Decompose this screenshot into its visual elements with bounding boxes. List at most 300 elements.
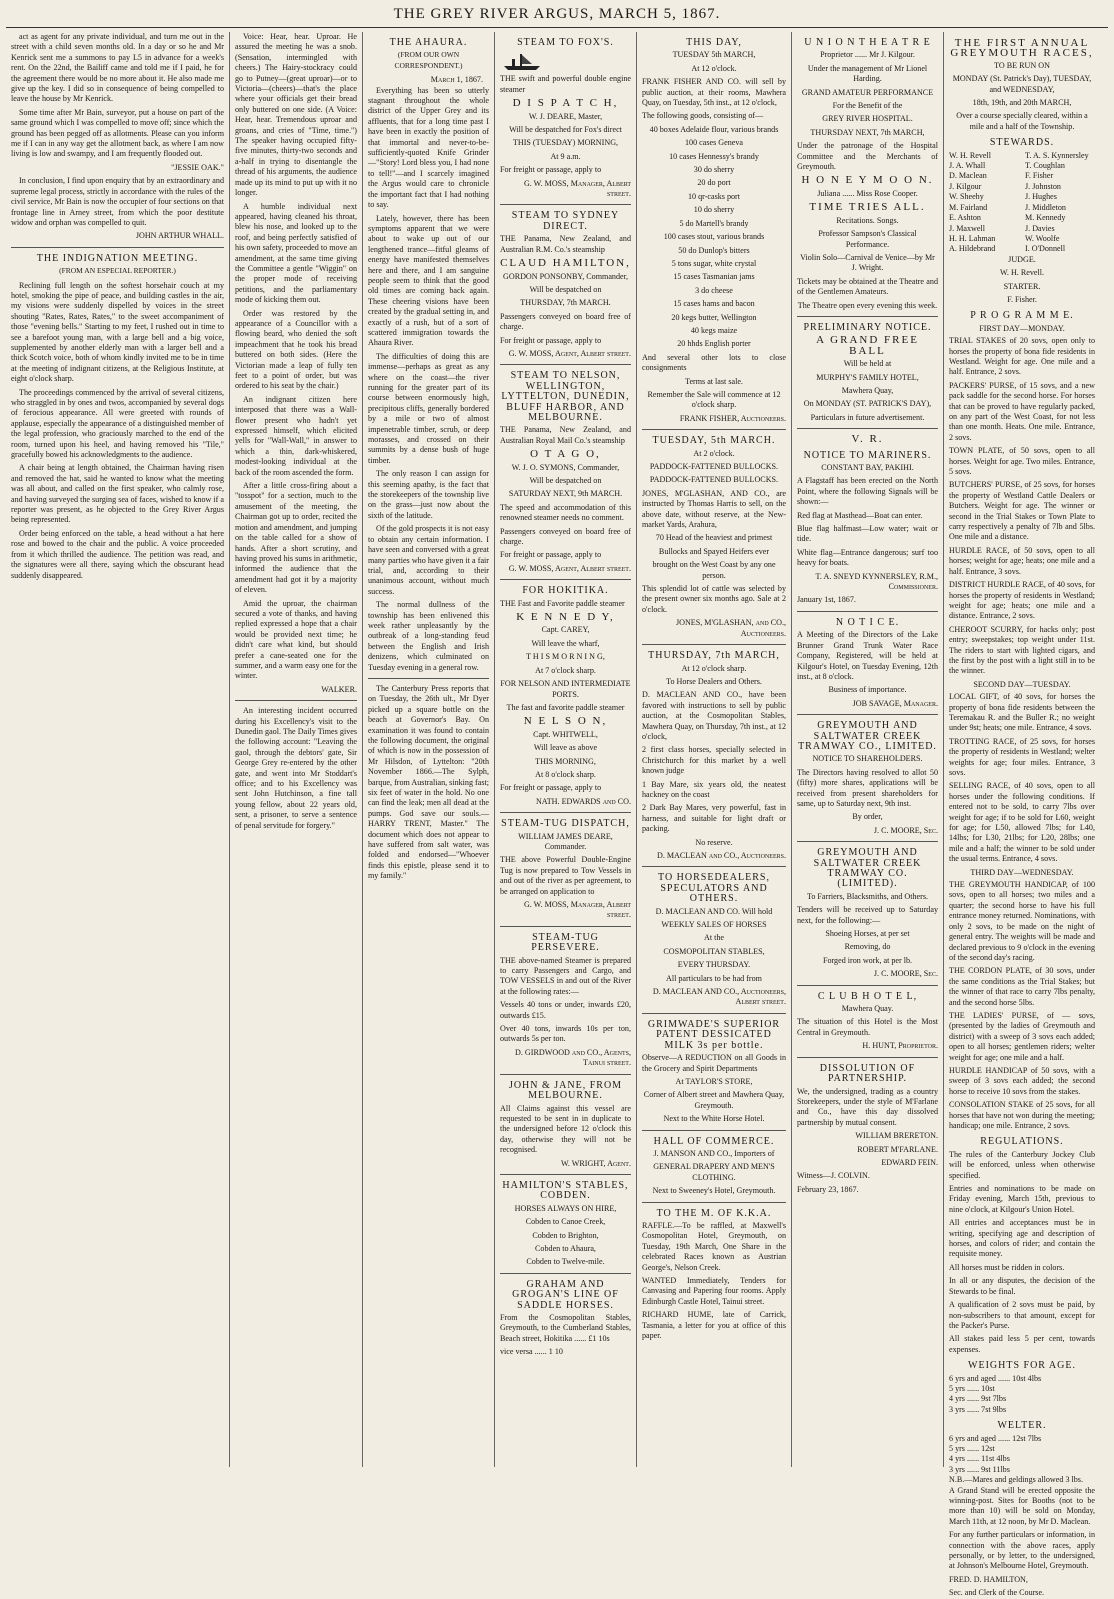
divider <box>642 866 786 867</box>
races-line: TO BE RUN ON <box>994 60 1050 70</box>
stewards-item: J. Maxwell <box>949 223 985 233</box>
ad-title: N O T I C E. <box>835 616 900 628</box>
ad-line: THIS MORNING, <box>535 756 596 766</box>
regulations-list <box>949 1150 1095 1355</box>
ad-line: brought on the West Coast by any one person. <box>652 560 776 580</box>
ad-line: For the Benefit of the <box>832 101 903 111</box>
ad-line: JONES, M'GLASHAN, and CO., Auctioneers. <box>675 618 786 638</box>
ad-line: At 12 o'clock sharp. <box>681 663 747 673</box>
ad-line: The Directors having resolved to allot 50 (fifty) more shares, applications will be received from present shareholders for same, up to Saturday next, 9th inst. <box>797 767 938 808</box>
day1-item: PACKERS' PURSE, of 15 sovs, and a new pack saddle for the second horse. For horses that can be proved to have regularly packed, on any part of the West Coast, for not less than one month. Heats. One mile. Entrance, 2 sovs. <box>949 380 1095 442</box>
ad-line: Business of importance. <box>828 685 907 695</box>
ad-line: Shoeing Horses, at per set <box>825 929 910 939</box>
ad-line: At 9 a.m. <box>550 151 581 161</box>
ad-line: By order, <box>852 812 883 822</box>
welter-item: N.B.—Mares and geldings allowed 3 lbs. <box>949 1475 1083 1485</box>
ad-line: H. HUNT, Proprietor. <box>862 1041 938 1051</box>
weights-list <box>949 1374 1095 1416</box>
divider <box>797 611 938 612</box>
ad-line: 20 hhds English porter <box>677 339 751 349</box>
ad-line: For freight or passage, apply to <box>500 165 602 175</box>
ad-line: Recitations. Songs. <box>836 215 899 225</box>
ad-line: NATH. EDWARDS and CO. <box>535 796 631 806</box>
ad-line: The speed and accommodation of this renowned steamer needs no comment. <box>500 502 631 523</box>
ad-line: Vessels 40 tons or under, inwards £20, outwards £15. <box>500 1000 631 1020</box>
stewards-item: W. Sheehy <box>949 192 984 202</box>
ad-line: Witness—J. COLVIN. <box>797 1171 870 1181</box>
ad-line: J. C. MOORE, Sec. <box>873 969 938 979</box>
ad-line: D. MACLEAN AND CO. Will hold <box>655 906 773 916</box>
ad-line: At the <box>703 933 724 943</box>
ad-line: 40 boxes Adelaide flour, various brands <box>649 124 779 134</box>
ad-title: THIS DAY, <box>686 37 742 48</box>
ad-title: THURSDAY, 7th MARCH, <box>648 650 780 662</box>
article-paragraph: After a little cross-firing about a "tosspot" for a section, much to the amusement of the meeting, the Chairman got up to order, recited the motion and amendment, and jumping on the table called for a show of hands. After a short scrutiny, and having proved his sums in arithmetic, informed the audience that the amendment had got it by a majority of eleven. <box>235 481 357 595</box>
ad-line: Proprietor ...... Mr J. Kilgour. <box>820 50 915 60</box>
letter-signature: JOHN ARTHUR WHALL. <box>135 231 224 241</box>
weights-item: 3 yrs ...... 7st 9lbs <box>949 1404 1007 1414</box>
article-paragraph: The only reason I can assign for this seeming apathy, is the fact that the storekeepers of the township live on the grass—just now about the sixth of the latitude. <box>368 469 489 520</box>
ad-line: Cobden to Canoe Creek, <box>525 1217 606 1227</box>
ad-line: At 8 o'clock sharp. <box>535 769 596 779</box>
ad-title: FOR HOKITIKA. <box>522 585 609 597</box>
ad-title: GREYMOUTH AND SALTWATER CREEK TRAMWAY CO., LIMITED. <box>798 720 937 752</box>
column-7 <box>943 32 1100 1598</box>
ad-title: U N I O N T H E A T R E <box>804 37 931 48</box>
letter-paragraph: In conclusion, I find upon enquiry that by an extraordinary and supreme legal process, strictly in accordance with the rules of the civil service, Mr Bain is now the occupier of four sections on that frontage line in Arney street, from which the poor destitute widow and orphan was compelled to quit. <box>11 176 224 227</box>
ad-title: PRELIMINARY NOTICE. <box>803 321 932 333</box>
masthead: THE GREY RIVER ARGUS, MARCH 5, 1867. <box>393 6 721 22</box>
ad-line: 10 cases Hennessy's brandy <box>669 151 759 161</box>
ad-line: Passengers conveyed on board free of charge. <box>500 311 631 332</box>
stewards-item: F. Fisher <box>1025 171 1054 181</box>
ad-line: To Farriers, Blacksmiths, and Others. <box>806 891 929 901</box>
day2-events <box>949 692 1095 865</box>
column-3 <box>362 32 494 1467</box>
ad-weekly-sales <box>642 873 786 1007</box>
ad-line: Cobden to Twelve-mile. <box>526 1257 605 1267</box>
ad-line: COSMOPOLITAN STABLES, <box>663 946 765 956</box>
stewards-item: D. Maclean <box>949 171 987 181</box>
stewards-item: H. H. Lahman <box>949 233 996 243</box>
ad-line: HORSES ALWAYS ON HIRE, <box>514 1203 617 1213</box>
columns <box>6 32 1108 1598</box>
ad-line: Professor Sampson's Classical Performance. <box>818 229 917 249</box>
divider <box>642 429 786 430</box>
ad-line: vice versa ...... 1 10 <box>500 1347 563 1357</box>
ad-line: 10 do sherry <box>693 205 735 215</box>
weights-item: 4 yrs ...... 9st 7lbs <box>949 1394 1007 1404</box>
ad-line: GORDON PONSONBY, Commander, <box>503 271 628 281</box>
ad-maclean-horses <box>642 651 786 861</box>
welter-item: 4 yrs ...... 11st 4lbs <box>949 1454 1010 1464</box>
ad-line: W. WRIGHT, Agent. <box>560 1158 631 1168</box>
ad-line: WEEKLY SALES OF HORSES <box>661 920 767 930</box>
article-title: THE INDIGNATION MEETING. <box>36 252 199 264</box>
ad-line: EDWARD FEIN. <box>881 1157 938 1167</box>
ad-steam-sydney <box>500 211 631 359</box>
stewards-item: J. Davies <box>1025 223 1055 233</box>
ad-line: W. J. DEARE, Master, <box>528 111 603 121</box>
ad-line: From the Cosmopolitan Stables, Greymouth, to the Cumberland Stables, Beach street, Hokitika ...... £1 10s <box>500 1313 631 1343</box>
ad-frank-fisher <box>642 38 786 424</box>
day3-events <box>949 880 1095 1131</box>
ad-line: THE Panama, New Zealand, and Australian Royal Mail Co.'s steamship <box>500 425 631 445</box>
programme-title: P R O G R A M M E. <box>970 310 1074 322</box>
ad-line: For freight or passage, apply to <box>500 783 602 793</box>
divider <box>797 1057 938 1058</box>
ad-line: Tenders will be received up to Saturday next, for the following:— <box>797 905 938 925</box>
ad-line: CONSTANT BAY, PAKIHI. <box>821 463 914 472</box>
ad-line: JOB SAVAGE, Manager. <box>852 698 938 708</box>
ad-line: N E L S O N, <box>523 715 608 728</box>
ad-line: The following goods, consisting of— <box>642 111 764 121</box>
article-subtitle: (FROM AN ESPECIAL REPORTER.) <box>59 266 176 276</box>
ship-icon <box>500 51 544 71</box>
ad-tug-dispatch <box>500 819 631 921</box>
day1-item: BUTCHERS' PURSE, of 25 sovs, for horses the property of Westland Cattle Dealers or Butchers. Weight for age. The winner or second in the Trial Stakes or Town Plate to carry respectively a penalty of 7lb and 5lbs. One mile and a distance. <box>949 480 1095 542</box>
day2-item: SELLING RACE, of 40 sovs, open to all horses under the following conditions. If entered not to be sold, to carry 7lbs over weight for age; if to be sold for L60, weight for age; for L50, allowed 7lbs; for L40, 14lbs; for L30, 21lbs; for L20, 28lbs; one mile and a half; the winner to be sold under the usual terms. Entrance, 4 sovs. <box>949 781 1095 864</box>
divider <box>797 985 938 986</box>
ad-title: GRIMWADE'S SUPERIOR PATENT DESSICATED MILK 3s per bottle. <box>647 1018 781 1051</box>
ad-line: For freight or passage, apply to <box>500 550 602 560</box>
ad-line: 15 cases Tasmanian jams <box>673 272 755 282</box>
stewards-item: I. O'Donnell <box>1025 244 1066 254</box>
ad-line: Under the management of Mr Lionel Harding. <box>807 63 928 84</box>
stewards-item: E. Ashton <box>949 213 981 223</box>
ad-line: 3 do cheese <box>695 285 733 295</box>
ad-line: Capt. CAREY, <box>541 625 590 635</box>
ad-line: 2 first class horses, specially selected in Christchurch for this market by a well known judge <box>642 745 786 776</box>
ad-line: 100 cases Geneva <box>685 138 743 148</box>
races-line: JUDGE. <box>1008 254 1036 264</box>
column-1 <box>6 32 229 1467</box>
ad-line: Juliana ...... Miss Rose Cooper. <box>817 188 918 198</box>
ad-graham-grogan <box>500 1280 631 1358</box>
ad-hokitika <box>500 586 631 807</box>
ad-line: RAFFLE.—To be raffled, at Maxwell's Cosmopolitan Hotel, Greymouth, on Tuesday, 19th March, One Share in the celebrated Races known as Austrian George's, Nelson Creek. <box>642 1220 786 1272</box>
ad-line: February 23, 1867. <box>797 1184 859 1194</box>
ad-title: DISSOLUTION OF PARTNERSHIP. <box>819 1062 916 1085</box>
ad-line: 5 do Martell's brandy <box>679 218 749 228</box>
welter-list <box>949 1434 1095 1486</box>
ad-line: Red flag at Masthead—Boat can enter. <box>797 510 923 520</box>
ad-line: THURSDAY, 7th MARCH. <box>520 298 611 308</box>
ad-line: CLAUD HAMILTON, <box>500 257 631 270</box>
masthead-rule <box>6 27 1108 28</box>
ad-line: O T A G O, <box>530 448 601 461</box>
article-paragraph: The difficulties of doing this are immense—perhaps as great as any where on the coast—the river running for the greater part of its course between enormously high, precipitous cliffs, generally bordered by a mile or two of almost impenetrable timber, scrub, or deep morasses, and crossed on their summits by a dense bush of huge timber. <box>368 351 489 465</box>
ad-line: Over 40 tons, inwards 10s per ton, outwards 5s per ton. <box>500 1024 631 1044</box>
ad-line: Cobden to Brighton, <box>532 1230 599 1240</box>
ad-line: At 7 o'clock sharp. <box>535 665 596 675</box>
divider <box>500 1074 631 1075</box>
ad-title: STEAM TO FOX'S. <box>517 37 614 48</box>
ad-steam-foxs <box>500 38 631 199</box>
divider <box>500 812 631 813</box>
regs-item: The rules of the Canterbury Jockey Club will be enforced, unless when otherwise specified. <box>949 1149 1095 1180</box>
ad-line: SATURDAY NEXT, 9th MARCH. <box>508 489 623 499</box>
ad-line: Will be held at <box>843 359 892 369</box>
column-4 <box>494 32 636 1467</box>
ad-line: JONES, M'GLASHAN, AND CO., are instructed by Thomas Harris to sell, on the above date, without reserve, at the New-market Yards, Arahura, <box>642 488 786 530</box>
ad-line: 1 Bay Mare, six years old, the neatest hackney on the coast <box>642 779 786 799</box>
ad-line: 15 cases hams and bacon <box>673 299 755 309</box>
ad-line: V. R. <box>851 433 884 446</box>
ad-line: K E N N E D Y, <box>516 611 615 624</box>
races-line: Over a course specially cleared, within a mile and a half of the Township. <box>956 111 1088 131</box>
ad-line: And several other lots to close consignments <box>642 352 786 373</box>
divider <box>500 204 631 205</box>
footer-item: For any further particulars or information, in connection with the above races, apply personally, or by letter, to the undersigned, at Johnson's Melbourne Hotel, Greymouth. <box>949 1530 1095 1571</box>
divider <box>642 1013 786 1014</box>
letter-paragraph: Some time after Mr Bain, surveyor, put a house on part of the same ground which I was compelled to move off; since which the ground has been pegged off as allotments. Please can you inform me if I can in any way get the allotment back, as where I am now living is low and swampy, and I am frequently flooded out. <box>11 107 224 159</box>
divider <box>797 714 938 715</box>
regs-item: All stakes paid less 5 per cent, towards expenses. <box>949 1334 1095 1354</box>
races-line: W. H. Revell. <box>1000 268 1044 278</box>
divider <box>797 841 938 842</box>
article-date: March 1, 1867. <box>430 75 483 85</box>
column-6 <box>791 32 943 1467</box>
ad-jones-mglashan <box>642 436 786 639</box>
ad-line: 20 kegs butter, Wellington <box>671 312 757 322</box>
ad-line: THURSDAY NEXT, 7th MARCH, <box>810 127 925 137</box>
ad-line: W. J. O. SYMONS, Commander, <box>511 462 620 472</box>
ad-line: Particulars in future advertisement. <box>810 412 925 422</box>
ad-line: Passengers conveyed on board free of charge. <box>500 526 631 547</box>
ad-line: THE Fast and Favorite paddle steamer <box>500 598 625 608</box>
ad-line: A GRAND FREE BALL <box>816 334 919 357</box>
ad-line: THE Panama, New Zealand, and Australian R.M. Co.'s steamship <box>500 234 631 254</box>
regs-item: All horses must be ridden in colors. <box>949 1262 1065 1272</box>
day1-item: TRIAL STAKES of 20 sovs, open only to horses the property of bona fide residents in Westland. Weight for age. One mile and a half. Entrance, 2 sovs. <box>949 336 1095 377</box>
divider <box>500 1273 631 1274</box>
ad-line: To Horse Dealers and Others. <box>666 676 762 686</box>
ad-line: THE above-named Steamer is prepared to carry Passengers and Cargo, and TOW VESSELS in and out of the River at the following rates:— <box>500 955 631 996</box>
ad-line: D. MACLEAN AND CO., Auctioneers, Albert street. <box>652 987 786 1007</box>
ad-line: NOTICE TO SHAREHOLDERS. <box>812 754 923 764</box>
article-paragraph: An indignant citizen here interposed that there was a Wall-flower present who hadn't yet expressed himself, which elicited yells for "Wall-Wall," in answer to which a thin, dark-whiskered, modest-looking individual at the back of the room ascended the form. <box>235 394 357 477</box>
letter <box>11 32 224 242</box>
ad-line: 70 Head of the heaviest and primest <box>655 533 773 543</box>
ad-line: Will be despatched on <box>529 284 602 294</box>
letter-signature: "JESSIE OAK." <box>171 162 224 172</box>
ad-line: At 2 o'clock. <box>693 448 735 458</box>
article-title: THE AHAURA. <box>389 37 468 48</box>
ad-tug-persevere <box>500 933 631 1069</box>
ad-line: Next to the White Horse Hotel. <box>663 1114 765 1124</box>
ad-line: J. C. MOORE, Sec. <box>873 825 938 835</box>
ad-union-theatre <box>797 38 938 311</box>
stewards-item: M. Fairland <box>949 202 988 212</box>
stewards-item: A. Hildebrand <box>949 244 996 254</box>
ad-line: 2 Dark Bay Mares, very powerful, fast in harness, and suitable for light draft or packing. <box>642 803 786 834</box>
article-paragraph: An interesting incident occurred during his Excellency's visit to the Dunedin gaol. The Daily Times gives the following account: "Leaving the gaol, through the debtors' gate, Sir George Grey re-entered by the other gate, and went into Mr Stoddart's office; and to his Excellency was sent John Hutchinson, a fine tall young fellow, about 22 years old, sent, a prisoner, to serve a sentence of penal servitude for forgery." <box>235 706 357 830</box>
ad-line: Observe—A REDUCTION on all Goods in the Grocery and Spirit Departments <box>642 1053 786 1073</box>
ad-notice-mariners <box>797 434 938 606</box>
divider <box>11 247 224 248</box>
races-line: 18th, 19th, and 20th MARCH, <box>972 98 1072 108</box>
ad-line: Remember the Sale will commence at 12 o'clock sharp. <box>647 389 781 410</box>
ad-line: Next to Sweeney's Hotel, Greymouth. <box>652 1186 776 1196</box>
ad-club-hotel <box>797 992 938 1052</box>
ad-line: D. GIRDWOOD and CO., Agents, Tainui street. <box>515 1047 631 1068</box>
welter-item: 5 yrs ...... 12st <box>949 1443 995 1453</box>
ad-line: WILLIAM JAMES DEARE, Commander. <box>518 831 613 851</box>
ad-notice-lake-brunner <box>797 618 938 709</box>
day-heading: FIRST DAY—MONDAY. <box>979 323 1065 333</box>
ad-line: A Meeting of the Directors of the Lake Brunner Grand Trunk Water Race Company, Registered, will be held at Kilgour's Hotel, on Tuesday Evening, 12th inst., at 8 o'clock. <box>797 630 938 681</box>
article-paragraph: A humble individual next appeared, having cleaned his throat, blew his nose, and looked up to the roof, and being perfectly satisfied of his own safety, proceeded to move an amendment, at the same time giving the Committee a gentle "Wiggin" on the proper mode of receiving petitions, and the parliamentary mode of kicking them out. <box>235 201 357 305</box>
ad-title: HALL OF COMMERCE. <box>653 1135 775 1147</box>
article-signature: WALKER. <box>321 684 357 694</box>
ad-john-jane <box>500 1081 631 1169</box>
divider <box>235 700 357 701</box>
stewards-item: J. Hughes <box>1025 192 1057 202</box>
ad-line: 5 tons sugar, white crystal <box>671 258 757 268</box>
article-paragraph: Of the gold prospects it is not easy to obtain any certain information. I have seen and conversed with a great many parties who have given it a fair trial, and, according to their unanimous account, without much success. <box>368 524 489 596</box>
column-5 <box>636 32 791 1467</box>
divider <box>500 364 631 365</box>
ad-steam-nelson <box>500 371 631 574</box>
welter-item: 6 yrs and aged ...... 12st 7lbs <box>949 1433 1042 1443</box>
ad-line: J. MANSON AND CO., Importers of <box>653 1148 775 1158</box>
ad-grimwade <box>642 1020 786 1125</box>
ad-line: MURPHY'S FAMILY HOTEL, <box>816 372 919 382</box>
ad-hamilton-stables <box>500 1181 631 1268</box>
ad-line: GRAND AMATEUR PERFORMANCE <box>801 87 934 97</box>
footer-item: FRED. D. HAMILTON, <box>949 1574 1028 1584</box>
ad-line: For freight or passage, apply to <box>500 335 602 345</box>
ad-line: Under the patronage of the Hospital Committee and the Merchants of Greymouth. <box>797 141 938 172</box>
ad-line: Tickets may be obtained at the Theatre and of the Gentlemen Amateurs. <box>797 276 938 297</box>
divider <box>500 1174 631 1175</box>
ad-title: HAMILTON'S STABLES, COBDEN. <box>502 1179 629 1202</box>
ad-line: Cobden to Ahaura, <box>535 1243 596 1253</box>
day1-item: HURDLE RACE, of 50 sovs, open to all horses; weight for age; heats; one mile and a half. Entrance, 3 sovs. <box>949 545 1095 576</box>
column-2 <box>229 32 362 1467</box>
ad-tramway-shareholders <box>797 721 938 836</box>
ad-line: Will be despatched on <box>529 476 602 485</box>
stewards-item: J. Johnston <box>1025 181 1061 191</box>
day3-item: THE GREYMOUTH HANDICAP, of 100 sovs, open to all horses; two miles and a quarter; the second horse to have his full entrance money returned. Nominations, with only 2 sovs, to be made on the night of general entry. The weights will be made and declared previous to 9 o'clock in the evening of the second day's racing. <box>949 880 1095 962</box>
ad-line: Will be despatched for Fox's direct <box>509 125 622 135</box>
ad-line: PADDOCK-FATTENED BULLOCKS. <box>649 475 779 485</box>
ad-title: STEAM TO NELSON, WELLINGTON, LYTTELTON, DUNEDIN, BLUFF HARBOR, AND MELBOURNE. <box>501 370 630 423</box>
ad-line: G. W. MOSS, Agent, Albert street. <box>508 563 631 573</box>
day-heading: SECOND DAY—TUESDAY. <box>973 679 1071 689</box>
stewards-item: W. H. Revell <box>949 150 991 160</box>
ad-line: RICHARD HUME, late of Carrick, Tasmania, a letter for you at office of this paper. <box>642 1310 786 1341</box>
day2-item: LOCAL GIFT, of 40 sovs, for horses the property of bona fide residents between the Teremakau R. and the Buller R.; no weight under 9st; heats; one mile. Entrance, 4 sovs. <box>949 692 1095 733</box>
ad-title: TUESDAY, 5th MARCH. <box>652 435 776 447</box>
ad-line: 30 do sherry <box>693 165 735 175</box>
ad-line: FRANK FISHER AND CO. will sell by public auction, at their rooms, Mawhera Quay, on Tuesday, 5th inst., at 12 o'clock, <box>642 77 786 108</box>
races-line: F. Fisher. <box>1007 294 1037 304</box>
ad-line: GENERAL DRAPERY AND MEN'S CLOTHING. <box>653 1162 775 1182</box>
weights-item: 6 yrs and aged ...... 10st 4lbs <box>949 1373 1042 1383</box>
ad-line: At TAYLOR'S STORE, <box>675 1076 753 1086</box>
ad-line: The situation of this Hotel is the Most Central in Greymouth. <box>797 1017 938 1037</box>
ad-line: Capt. WHITWELL, <box>533 729 598 739</box>
ad-line: ROBERT M'FARLANE. <box>857 1144 938 1154</box>
day-heading: THIRD DAY—WEDNESDAY. <box>970 867 1074 877</box>
ad-line: All particulars to be had from <box>666 973 762 983</box>
ad-line: 100 cases stout, various brands <box>663 232 765 242</box>
ad-line: H O N E Y M O O N. <box>801 174 934 187</box>
ad-dissolution <box>797 1064 938 1195</box>
ad-line: D I S P A T C H, <box>512 97 619 110</box>
ad-line: White flag—Entrance dangerous; surf too heavy for boats. <box>797 547 938 568</box>
ad-line: The Theatre open every evening this week. <box>797 300 938 310</box>
weights-title: WEIGHTS FOR AGE. <box>968 1360 1076 1372</box>
ad-line: G. W. MOSS, Manager, Albert street. <box>523 900 631 920</box>
ad-line: G. W. MOSS, Manager, Albert street. <box>523 178 631 199</box>
day1-events <box>949 336 1095 677</box>
ad-line: 50 do Dunlop's bitters <box>678 245 750 255</box>
ad-line: Will leave as above <box>533 743 598 753</box>
ad-title: GRAHAM AND GROGAN'S LINE OF SADDLE HORSES. <box>512 1278 619 1311</box>
ad-line: GREY RIVER HOSPITAL. <box>822 114 913 124</box>
ad-line: At 12 o'clock. <box>691 63 737 73</box>
stewards-item: M. Kennedy <box>1025 213 1066 223</box>
ad-line: D. MACLEAN AND CO., have been favored with instructions to sell by public auction, at the Cosmopolitan Stables, Mawhera Quay, on Thursday, 7th inst., at 12 o'clock, <box>642 690 786 741</box>
ad-tramway-tenders <box>797 848 938 979</box>
article-paragraph: Lately, however, there has been symptoms apparent that we were about to wake up out of our lengthened trance—fitful gleams of energy have manifested themselves here and there, and I am sanguine people seem to think that the good old times are coming back again. These cheering visions have been created by the gradual setting in, and exactly of a rush, but of a sort of scattered immigration towards the Ahaura River. <box>368 213 489 348</box>
ad-line: Bullocks and Spayed Heifers ever <box>658 546 770 556</box>
ad-line: D. MACLEAN and CO., Auctioneers. <box>656 851 786 860</box>
ad-line: TUESDAY 5th MARCH, <box>672 50 756 60</box>
ad-line: THIS (TUESDAY) MORNING, <box>512 138 619 148</box>
stewards-item: J. A. Whall <box>949 161 986 171</box>
day3-item: HURDLE HANDICAP of 50 sovs, with a sweep of 3 sovs each added; the second horse to receive 10 sovs from the stakes. <box>949 1065 1095 1096</box>
article-paragraph: Everything has been so utterly stagnant throughout the whole district of the Upper Grey and its affluents, that for a long time past I have been in exactly the position of that immortal and never-to-be-sufficiently-quoted Knife Grinder—"Story! Lord bless you, I had none to tell!"—and I scarcely imagined the Argus would care to chronicle the important fact that I had nothing to say. <box>368 85 489 210</box>
races-footer <box>949 1486 1095 1599</box>
regs-item: In all or any disputes, the decision of the Stewards to be final. <box>949 1276 1095 1296</box>
article-paragraph: Amid the uproar, the chairman secured a vote of thanks, and having replied expressed a hope that a chair would be provided next time; he didn't care what kind, but should prefer a cane-seated one for the summer, and a warm easy one for the winter. <box>235 598 357 681</box>
ad-line: WILLIAM BRERETON. <box>855 1131 938 1141</box>
article-paragraph: Order was restored by the appearance of a Councillor with a flowing beard, who denied the soft impeachment that he took his bread buttered on both sides. (Here the Victorian made a leap of fully ten feet to a point of order, but was ordered to his seat by the chair.) <box>235 308 357 391</box>
ad-line: PADDOCK-FATTENED BULLOCKS. <box>649 462 779 471</box>
ad-line: All Claims against this vessel are requested to be sent in in duplicate to the undersigned before 12 o'clock this day, otherwise they will not be recognised. <box>500 1103 631 1155</box>
ad-line: THE swift and powerful double engine steamer <box>500 74 631 94</box>
ad-line: TIME TRIES ALL. <box>809 201 926 214</box>
stewards-item: W. Woolfe <box>1025 233 1060 243</box>
ad-line: We, the undersigned, trading as a country Storekeepers, under the style of M'Farlane and Co., have this day dissolved partnership by mutual consent. <box>797 1086 938 1127</box>
divider <box>500 579 631 580</box>
article-paragraph: The normal dullness of the township has been enlivened this week rather unpleasantly by the outbreak of a long-standing feud between the English and Irish denizens, which culminated on Tuesday evening in a general row. <box>368 600 489 672</box>
day3-item: THE CORDON PLATE, of 30 sovs, under the same conditions as the Trial Stakes; but the winner of that race to carry 7lbs penalty, and the second horse 5lbs. <box>949 966 1095 1007</box>
ad-title: NOTICE TO MARINERS. <box>803 449 932 461</box>
stewards-title: STEWARDS. <box>989 137 1055 149</box>
ad-line: January 1st, 1867. <box>797 595 856 605</box>
ad-title: STEAM-TUG PERSEVERE. <box>531 931 600 954</box>
ad-line: No reserve. <box>695 837 733 847</box>
stewards-item: J. Kilgour <box>949 181 982 191</box>
stewards-item: T. A. S. Kynnersley <box>1025 150 1089 160</box>
ad-line: G. W. MOSS, Agent, Albert street. <box>508 348 631 358</box>
ad-misc <box>642 1209 786 1342</box>
article-paragraph: Reclining full length on the softest horsehair couch at my hotel, smoking the pipe of peace, and building castles in the air, my visions were suddenly dispelled by voices in the street shouting "Rates, Rates, Rates," to the sweet accompaniment of those "evening bells." Starting to my feet, I rushed out in time to see a barefoot young man, with a large bell and a big voice, supplemented by another elderly man with a larger bell and a thick Scotch voice, both of whom kindly invited me to be in time at the meeting of indignant citizens, at the Religious Institute, at eight o'clock sharp. <box>11 280 224 384</box>
letter-paragraph: act as agent for any private individual, and turn me out in the street with a child seven months old. In a day or so he and Mr Kenrick sent me a summons to pay L5 in advance for a week's rent. On the 22nd, the Bailiff came and told me if I paid, he for the agreement there would be no more about it. He also made me give up the key. I did so in consequence of being compelled to leave the house by Mr Kenrick. <box>11 32 224 104</box>
article-paragraph: A chair being at length obtained, the Chairman having risen and removed the hat, said he wanted to know what the meeting was all about, and called on the first speaker, who calmly rose, and having surveyed the surging sea of faces, wished to know if a reporter was present, as he objected to the Grey River Argus being represented. <box>11 463 224 525</box>
races-line: STARTER. <box>1003 281 1041 291</box>
ad-line: T H I S M O R N I N G, <box>526 652 605 662</box>
ad-line: Terms at last sale. <box>685 376 743 386</box>
ad-line: T. A. SNEYD KYNNERSLEY, R.M., Commissioner. <box>815 571 938 592</box>
ad-line: Removing, do <box>844 942 891 952</box>
ad-title: TO HORSEDEALERS, SPECULATORS AND OTHERS. <box>658 872 770 905</box>
